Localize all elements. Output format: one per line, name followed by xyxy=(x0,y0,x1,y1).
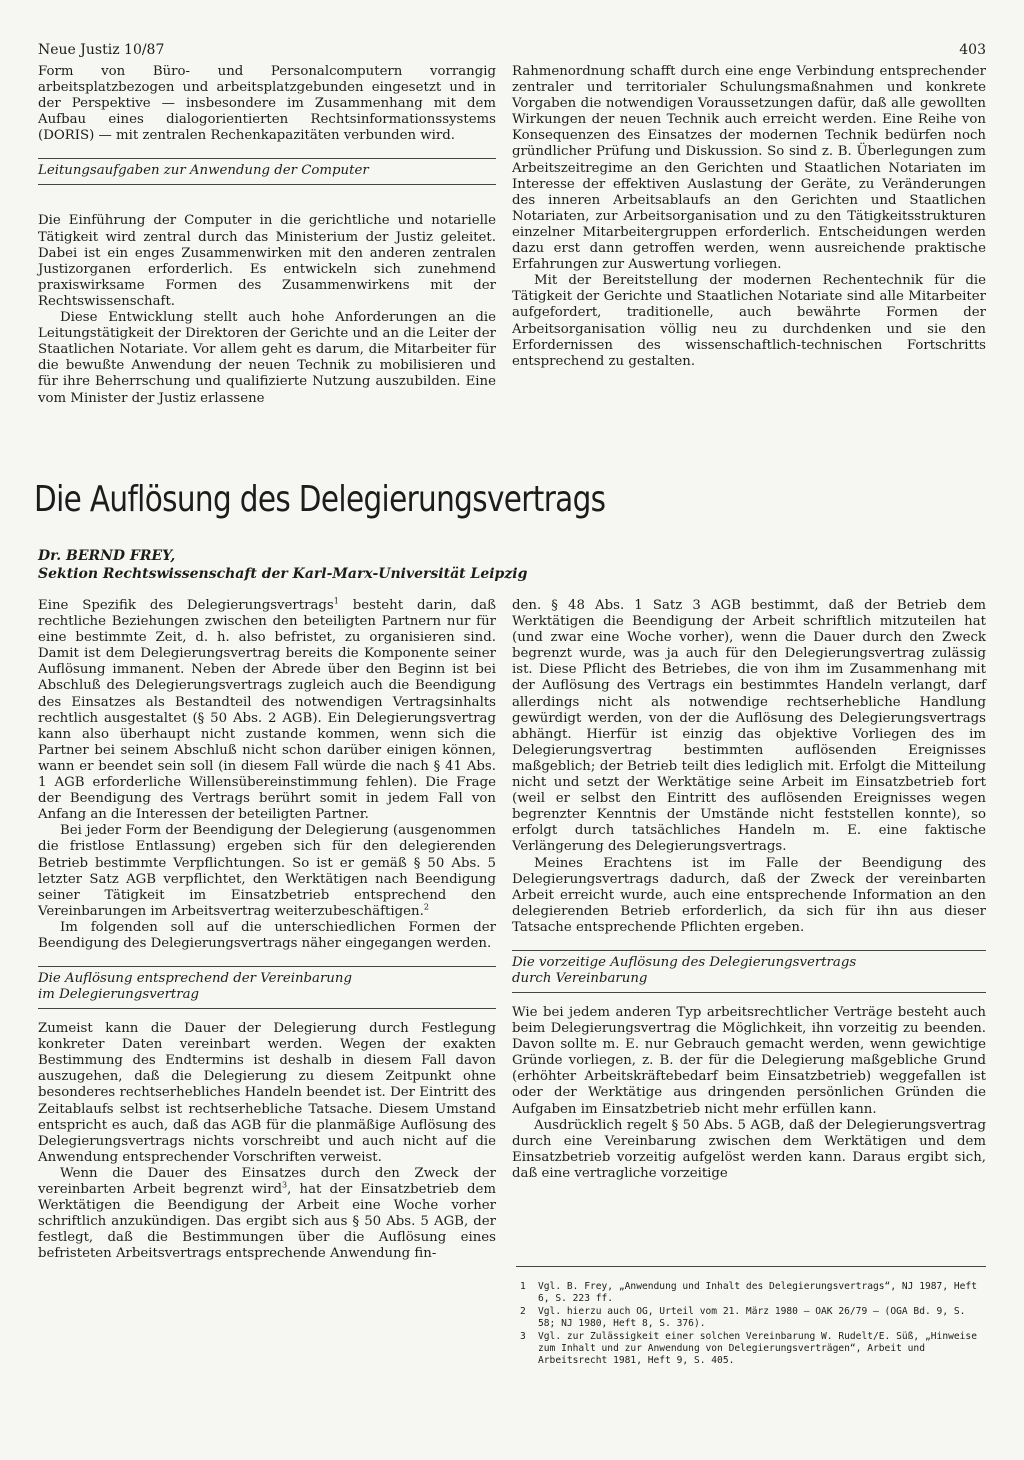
page-number: 403 xyxy=(959,42,986,58)
footnote: 3 Vgl. zur Zulässigkeit einer solchen Vereinbarung W. Rudelt/E. Süß, „Hinweise zum Inhalt und zur Anwendung von Delegierungsverträgen“, Arbeit und Arbeitsrecht 1981, Heft 9, S. 405. xyxy=(520,1330,977,1367)
journal-issue: Neue Justiz 10/87 xyxy=(38,42,165,58)
author-affiliation: Sektion Rechtswissenschaft der Karl-Marx-Universität Leipzig xyxy=(38,566,528,582)
paragraph: Rahmenordnung schafft durch eine enge Verbindung entsprechender zentraler und territorialer Schulungsmaßnahmen und konkrete Vorgaben die notwendigen Voraussetzungen dafür, daß alle gewollten Wirkungen der neuen Technik auch erreicht werden. Eine Reihe von Konsequenzen des Einsatzes der modernen Technik bedürfen noch gründlicher Prüfung und Diskussion. So sind z. B. Überlegungen zum Arbeitszeitregime an den Gerichten und Staatlichen Notariaten im Interesse der effektiven Auslastung der Geräte, zu Veränderungen des inneren Arbeitsablaufs an den Gerichten und Staatlichen Notariaten, zur Arbeitsorganisation und zu den Tätigkeitsstrukturen einzelner Mitarbeitergruppen erforderlich. Entscheidungen werden dazu erst dann getroffen werden, wenn ausreichende praktische Erfahrungen zur Auswertung vorliegen. xyxy=(512,64,986,273)
top-right-column xyxy=(512,64,986,370)
paragraph: Im folgenden soll auf die unterschiedlichen Formen der Beendigung des Delegierungsvertrags näher eingegangen werden. xyxy=(38,919,496,951)
top-left-column xyxy=(38,64,496,407)
author-name: Dr. BERND FREY, xyxy=(38,548,176,564)
section-heading: Leitungsaufgaben zur Anwendung der Computer xyxy=(38,158,496,185)
paragraph: Zumeist kann die Dauer der Delegierung durch Festlegung konkreter Daten vereinbart werden. Wegen der exakten Bestimmung des Endtermins ist deshalb in diesem Fall davon auszugehen, daß die Delegierung zu diesem Zeitpunkt ohne besonderes rechtserhebliches Handeln beendet ist. Der Eintritt des Zeitablaufs selbst ist rechtserhebliche Tatsache. Diesem Umstand entspricht es auch, daß das AGB für die planmäßige Auflösung des Delegierungsvertrags nichts vorschreibt und auch nicht auf die Anwendung entsprechender Vorschriften verweist. xyxy=(38,1021,496,1165)
paragraph: Wenn die Dauer des Einsatzes durch den Zweck der vereinbarten Arbeit begrenzt wird$^3$, hat der Einsatzbetrieb dem Werktätigen die Beendigung der Arbeit eine Woche vorher schriftlich anzukündigen. Das ergibt sich aus § 50 Abs. 5 AGB, der festlegt, daß die Bestimmungen über die Auflösung eines befristeten Arbeitsvertrags entsprechende Anwendung fin- xyxy=(38,1165,496,1262)
footnote: 1 Vgl. B. Frey, „Anwendung und Inhalt des Delegierungsvertrags“, NJ 1987, Heft 6, S. 223 ff. xyxy=(520,1281,977,1305)
footnotes xyxy=(516,1266,986,1368)
paragraph: Die Einführung der Computer in die gerichtliche und notarielle Tätigkeit wird zentral durch das Ministerium der Justiz geleitet. Dabei ist ein enges Zusammenwirken mit den anderen zentralen Justizorganen erforderlich. Es entwickeln sich zunehmend praxiswirksame Formen des Zusammenwirkens mit der Rechtswissenschaft. xyxy=(38,213,496,309)
footnote: 2 Vgl. hierzu auch OG, Urteil vom 21. März 1980 — OAK 26/79 — (OGA Bd. 9, S. 58; NJ 1980, Heft 8, S. 376). xyxy=(520,1305,966,1330)
paragraph: den. § 48 Abs. 1 Satz 3 AGB bestimmt, daß der Betrieb dem Werktätigen die Beendigung der Arbeit schriftlich mitzuteilen hat (und zwar eine Woche vorher), wenn die Dauer durch den Zweck begrenzt wurde, was ja auch für den Delegierungsvertrag zulässig ist. Diese Pflicht des Betriebes, die von ihm im Zusammenhang mit der Auflösung des Vertrags ein bestimmtes Handeln verlangt, darf allerdings nicht als notwendige rechtserhebliche Handlung gewürdigt werden, von der die Auflösung des Delegierungsvertrags abhängt. Hierfür ist einzig das objektive Vorliegen des im Delegierungsvertrag bestimmten auflösenden Ereignisses maßgeblich; der Betrieb teilt dies lediglich mit. Erfolgt die Mitteilung nicht und setzt der Werktätige seine Arbeit im Einsatzbetrieb fort (weil er selbst den Eintritt des auflösenden Ereignisses wegen begrenzter Kenntnis der Umstände nicht feststellen konnte), so erfolgt durch tatsächliches Handeln m. E. eine faktische Verlängerung des Delegierungsvertrags. xyxy=(512,598,986,855)
footnote-ref[interactable]: 2 xyxy=(423,902,429,912)
section-heading: Die vorzeitige Auflösung des Delegierungsvertrags durch Vereinbarung xyxy=(512,950,986,993)
paragraph: Form von Büro- und Personalcomputern vorrangig arbeitsplatzbezogen und arbeitsplatzgebunden eingesetzt und in der Perspektive — insbesondere im Zusammenhang mit dem Aufbau eines dialogorientierten Rechtsinformationssystems (DORIS) — mit zentralen Rechenkapazitäten verbunden wird. xyxy=(38,64,496,144)
section-heading: Die Auflösung entsprechend der Vereinbarung im Delegierungsvertrag xyxy=(38,966,496,1009)
paragraph: Wie bei jedem anderen Typ arbeitsrechtlicher Verträge besteht auch beim Delegierungsvertrag die Möglichkeit, ihn vorzeitig zu beenden. Davon sollte m. E. nur Gebrauch gemacht werden, wenn gewichtige Gründe vorliegen, z. B. der für die Delegierung maßgebliche Grund (erhöhter Arbeitskräftebedarf beim Einsatzbetrieb) weggefallen ist oder der Werktätige aus dringenden persönlichen Gründen die Aufgaben im Einsatzbetrieb nicht mehr erfüllen kann. xyxy=(512,1004,986,1117)
article-right-column xyxy=(512,598,986,1182)
paragraph: Meines Erachtens ist im Falle der Beendigung des Delegierungsvertrags dadurch, daß der Zweck der vereinbarten Arbeit erreicht wurde, auch eine entsprechende Information an den delegierenden Betrieb erforderlich, da sich für ihn aus dieser Tatsache entsprechende Pflichten ergeben. xyxy=(512,855,986,935)
paragraph: Bei jeder Form der Beendigung der Delegierung (ausgenommen die fristlose Entlassung) ergeben sich für den delegierenden Betrieb bestimmte Verpflichtungen. So ist er gemäß § 50 Abs. 5 letzter Satz AGB verpflichtet, den Werktätigen nach Beendigung seiner Tätigkeit im Einsatzbetrieb entsprechend den Vereinbarungen im Arbeitsvertrag weiterzubeschäftigen.$^2$ xyxy=(38,823,496,919)
footnote-ref[interactable]: 3 xyxy=(282,1180,288,1190)
page-header xyxy=(38,42,986,62)
article-title: Die Auflösung des Delegierungsvertrags xyxy=(34,479,606,520)
paragraph: Eine Spezifik des Delegierungsvertrags$^1$ besteht darin, daß rechtliche Beziehungen zwischen den beteiligten Partnern nur für eine bestimmte Zeit, d. h. also befristet, zu organisieren sind. Damit ist dem Delegierungsvertrag bereits die Komponente seiner Auflösung immanent. Neben der Abrede über den Beginn ist bei Abschluß des Delegierungsvertrags zugleich auch die Beendigung des Einsatzes als Bestandteil des notwendigen Vertragsinhalts rechtlich ausgestaltet (§ 50 Abs. 2 AGB). Ein Delegierungsvertrag kann also überhaupt nicht zustande kommen, wenn sich die Partner bei seinem Abschluß nicht schon darüber einigen können, wann er beendet sein soll (in diesem Fall würde die nach § 41 Abs. 1 AGB erforderliche Willensübereinstimmung fehlen). Die Frage der Beendigung des Vertrags berührt somit in jedem Fall von Anfang an die Interessen der beteiligten Partner. xyxy=(38,596,496,823)
article-left-column xyxy=(38,598,496,1262)
paragraph: Ausdrücklich regelt § 50 Abs. 5 AGB, daß der Delegierungsvertrag durch eine Vereinbarung zwischen dem Werktätigen und dem Einsatzbetrieb vorzeitig aufgelöst werden kann. Daraus ergibt sich, daß eine vertragliche vorzeitige xyxy=(512,1117,986,1181)
article-author xyxy=(38,547,638,583)
footnote-ref[interactable]: 1 xyxy=(333,596,339,606)
paragraph: Mit der Bereitstellung der modernen Rechentechnik für die Tätigkeit der Gerichte und Staatlichen Notariate sind alle Mitarbeiter aufgefordert, traditionelle, auch bewährte Formen der Arbeitsorganisation völlig neu zu durchdenken und sie den Erfordernissen des wissenschaftlich-technischen Fortschritts entsprechend zu gestalten. xyxy=(512,273,986,369)
paragraph: Diese Entwicklung stellt auch hohe Anforderungen an die Leitungstätigkeit der Direktoren der Gerichte und an die Leiter der Staatlichen Notariate. Vor allem geht es darum, die Mitarbeiter für die bewußte Anwendung der neuen Technik zu mobilisieren und für ihre Beherrschung und qualifizierte Nutzung auszubilden. Eine vom Minister der Justiz erlassene xyxy=(38,310,496,406)
